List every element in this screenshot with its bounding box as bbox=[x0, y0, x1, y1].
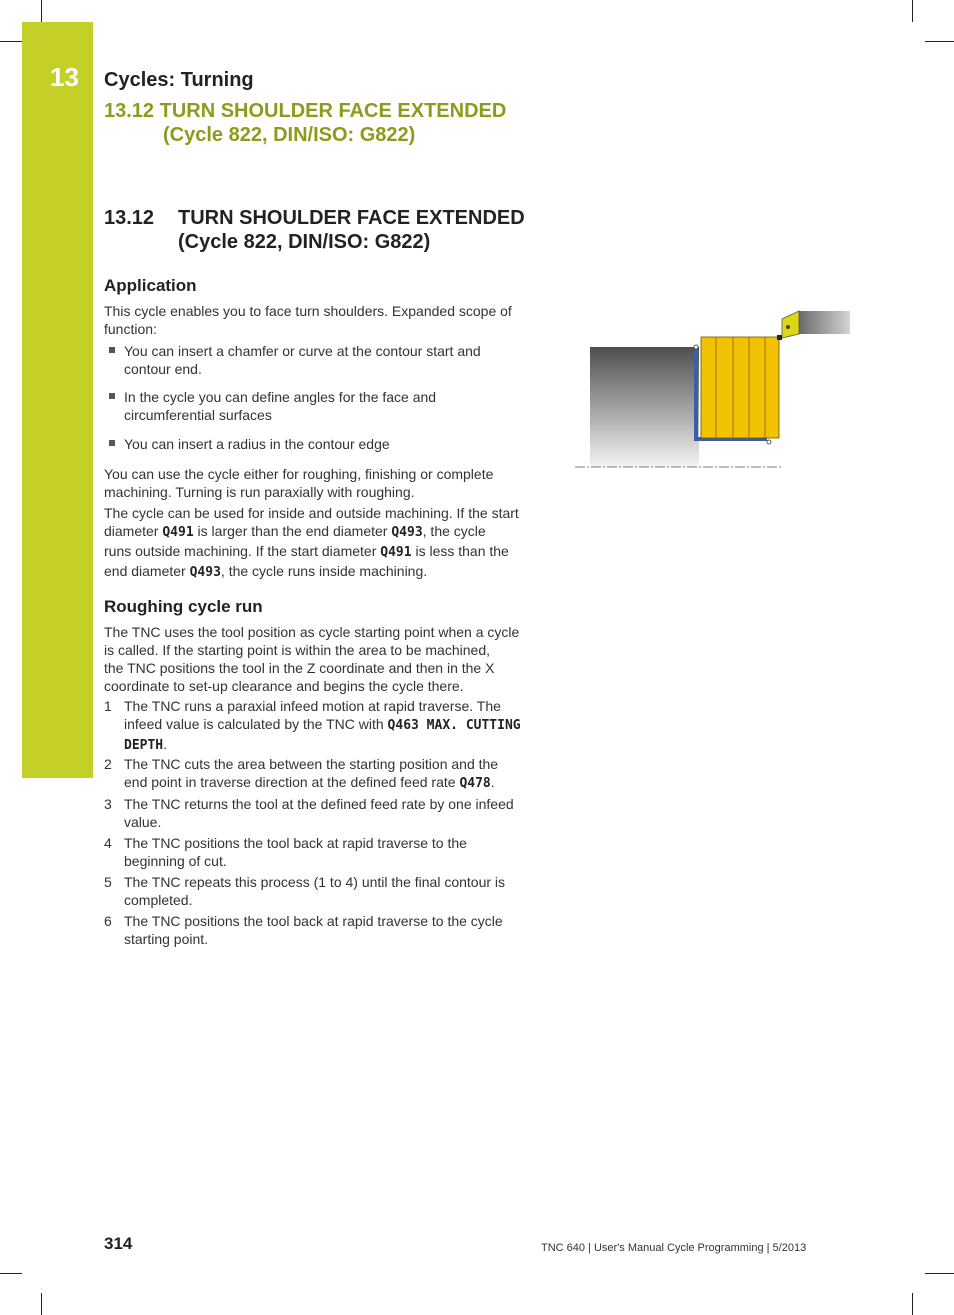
text-line: The TNC positions the tool back at rapid traverse to the bbox=[124, 835, 467, 851]
text-run: is larger than the end diameter bbox=[193, 523, 392, 539]
parameter-code: Q493 bbox=[189, 565, 221, 580]
parameter-code: Q478 bbox=[459, 776, 491, 791]
text-line: circumferential surfaces bbox=[124, 407, 272, 423]
text-line: The TNC runs a paraxial infeed motion at rapid traverse. The bbox=[124, 698, 501, 714]
crop-mark bbox=[0, 41, 22, 42]
chapter-tab bbox=[22, 22, 93, 778]
text-line: function: bbox=[104, 321, 157, 337]
text-line bbox=[124, 773, 544, 793]
page-number: 314 bbox=[104, 1234, 133, 1253]
application-paragraph bbox=[104, 504, 544, 582]
running-header-chapter: Cycles: Turning bbox=[104, 69, 254, 91]
bullet-square-icon bbox=[109, 347, 115, 353]
roughing-intro bbox=[104, 623, 544, 695]
text-line: beginning of cut. bbox=[124, 853, 227, 869]
turning-tool bbox=[777, 311, 850, 340]
text-line: The cycle can be used for inside and outside machining. If the start bbox=[104, 505, 519, 521]
parameter-code: DEPTH bbox=[124, 738, 164, 753]
text-line: The TNC uses the tool position as cycle starting point when a cycle bbox=[104, 624, 520, 640]
turning-diagram bbox=[570, 305, 855, 475]
text-line: machining. Turning is run paraxially with roughing. bbox=[104, 484, 415, 500]
text-run: . bbox=[490, 774, 495, 790]
text-line: coordinate to set-up clearance and begins the cycle there. bbox=[104, 678, 464, 694]
footer-text: TNC 640 | User's Manual Cycle Programming | 5/2013 bbox=[541, 1242, 807, 1254]
list-item bbox=[104, 795, 544, 831]
workpiece bbox=[590, 347, 699, 467]
step-number: 1 bbox=[104, 698, 112, 714]
crop-mark bbox=[0, 1273, 22, 1274]
text-line: You can insert a chamfer or curve at the contour start and bbox=[124, 343, 481, 359]
list-item bbox=[104, 912, 544, 948]
crop-mark bbox=[41, 0, 42, 22]
chapter-number: 13 bbox=[50, 62, 79, 92]
section-title-line2: (Cycle 822, DIN/ISO: G822) bbox=[178, 231, 431, 253]
parameter-code: Q491 bbox=[162, 525, 194, 540]
text-line: The TNC positions the tool back at rapid traverse to the cycle bbox=[124, 913, 503, 929]
section-title-line1: TURN SHOULDER FACE EXTENDED bbox=[178, 207, 525, 229]
text-line: the TNC positions the tool in the Z coordinate and then in the X bbox=[104, 660, 495, 676]
text-run: infeed value is calculated by the TNC with bbox=[124, 716, 388, 732]
running-header-line1: 13.12 TURN SHOULDER FACE EXTENDED bbox=[104, 100, 507, 122]
application-intro bbox=[104, 302, 544, 338]
text-line: completed. bbox=[124, 892, 193, 908]
text-line: The TNC cuts the area between the starting position and the bbox=[124, 756, 499, 772]
text-line: is called. If the starting point is within the area to be machined, bbox=[104, 642, 490, 658]
bullet-item bbox=[104, 435, 544, 453]
material-to-remove bbox=[701, 337, 779, 438]
bullet-square-icon bbox=[109, 393, 115, 399]
crop-mark bbox=[925, 1273, 954, 1274]
step-number: 6 bbox=[104, 913, 112, 929]
end-point-marker bbox=[767, 440, 771, 444]
text-line: In the cycle you can define angles for the face and bbox=[124, 389, 437, 405]
step-number: 2 bbox=[104, 756, 112, 772]
text-run: end diameter bbox=[104, 563, 190, 579]
roughing-heading: Roughing cycle run bbox=[104, 597, 263, 616]
crop-mark bbox=[912, 1293, 913, 1315]
list-item bbox=[104, 873, 544, 909]
application-paragraph bbox=[104, 465, 544, 501]
bullet-item bbox=[104, 342, 544, 378]
list-item bbox=[104, 697, 544, 755]
text-line: The TNC returns the tool at the defined feed rate by one infeed bbox=[124, 796, 514, 812]
text-line: value. bbox=[124, 814, 162, 830]
text-run: is less than the bbox=[411, 543, 509, 559]
crop-mark bbox=[912, 0, 913, 22]
bullet-item bbox=[104, 388, 544, 424]
step-number: 3 bbox=[104, 796, 112, 812]
section-number: 13.12 bbox=[104, 207, 155, 229]
text-run: runs outside machining. If the start diameter bbox=[104, 543, 381, 559]
running-header-section bbox=[104, 99, 506, 147]
start-point-marker bbox=[694, 345, 698, 349]
text-line bbox=[124, 715, 544, 735]
text-line: This cycle enables you to face turn shoulders. Expanded scope of bbox=[104, 303, 512, 319]
list-item bbox=[104, 834, 544, 870]
text-run: , the cycle runs inside machining. bbox=[220, 563, 428, 579]
text-line: contour end. bbox=[124, 361, 202, 377]
text-line: The TNC repeats this process (1 to 4) until the final contour is bbox=[124, 874, 506, 890]
application-heading: Application bbox=[104, 276, 197, 295]
parameter-code: Q463 MAX. CUTTING bbox=[387, 718, 521, 733]
list-item bbox=[104, 755, 544, 793]
crop-mark bbox=[925, 41, 954, 42]
text-line: You can use the cycle either for roughing, finishing or complete bbox=[104, 466, 494, 482]
text-line bbox=[104, 542, 544, 562]
text-run: end point in traverse direction at the defined feed rate bbox=[124, 774, 460, 790]
step-number: 5 bbox=[104, 874, 112, 890]
text-run: diameter bbox=[104, 523, 163, 539]
text-line bbox=[104, 522, 544, 542]
crop-mark bbox=[41, 1293, 42, 1315]
section-heading bbox=[104, 206, 525, 254]
parameter-code: Q491 bbox=[380, 545, 412, 560]
text-line: starting point. bbox=[124, 931, 209, 947]
step-number: 4 bbox=[104, 835, 112, 851]
text-line bbox=[124, 735, 544, 755]
running-header-line2: (Cycle 822, DIN/ISO: G822) bbox=[163, 124, 416, 146]
text-line: You can insert a radius in the contour edge bbox=[124, 436, 390, 452]
text-run: . bbox=[163, 736, 168, 752]
text-line bbox=[104, 562, 544, 582]
bullet-square-icon bbox=[109, 440, 115, 446]
text-run: , the cycle bbox=[422, 523, 486, 539]
parameter-code: Q493 bbox=[391, 525, 423, 540]
